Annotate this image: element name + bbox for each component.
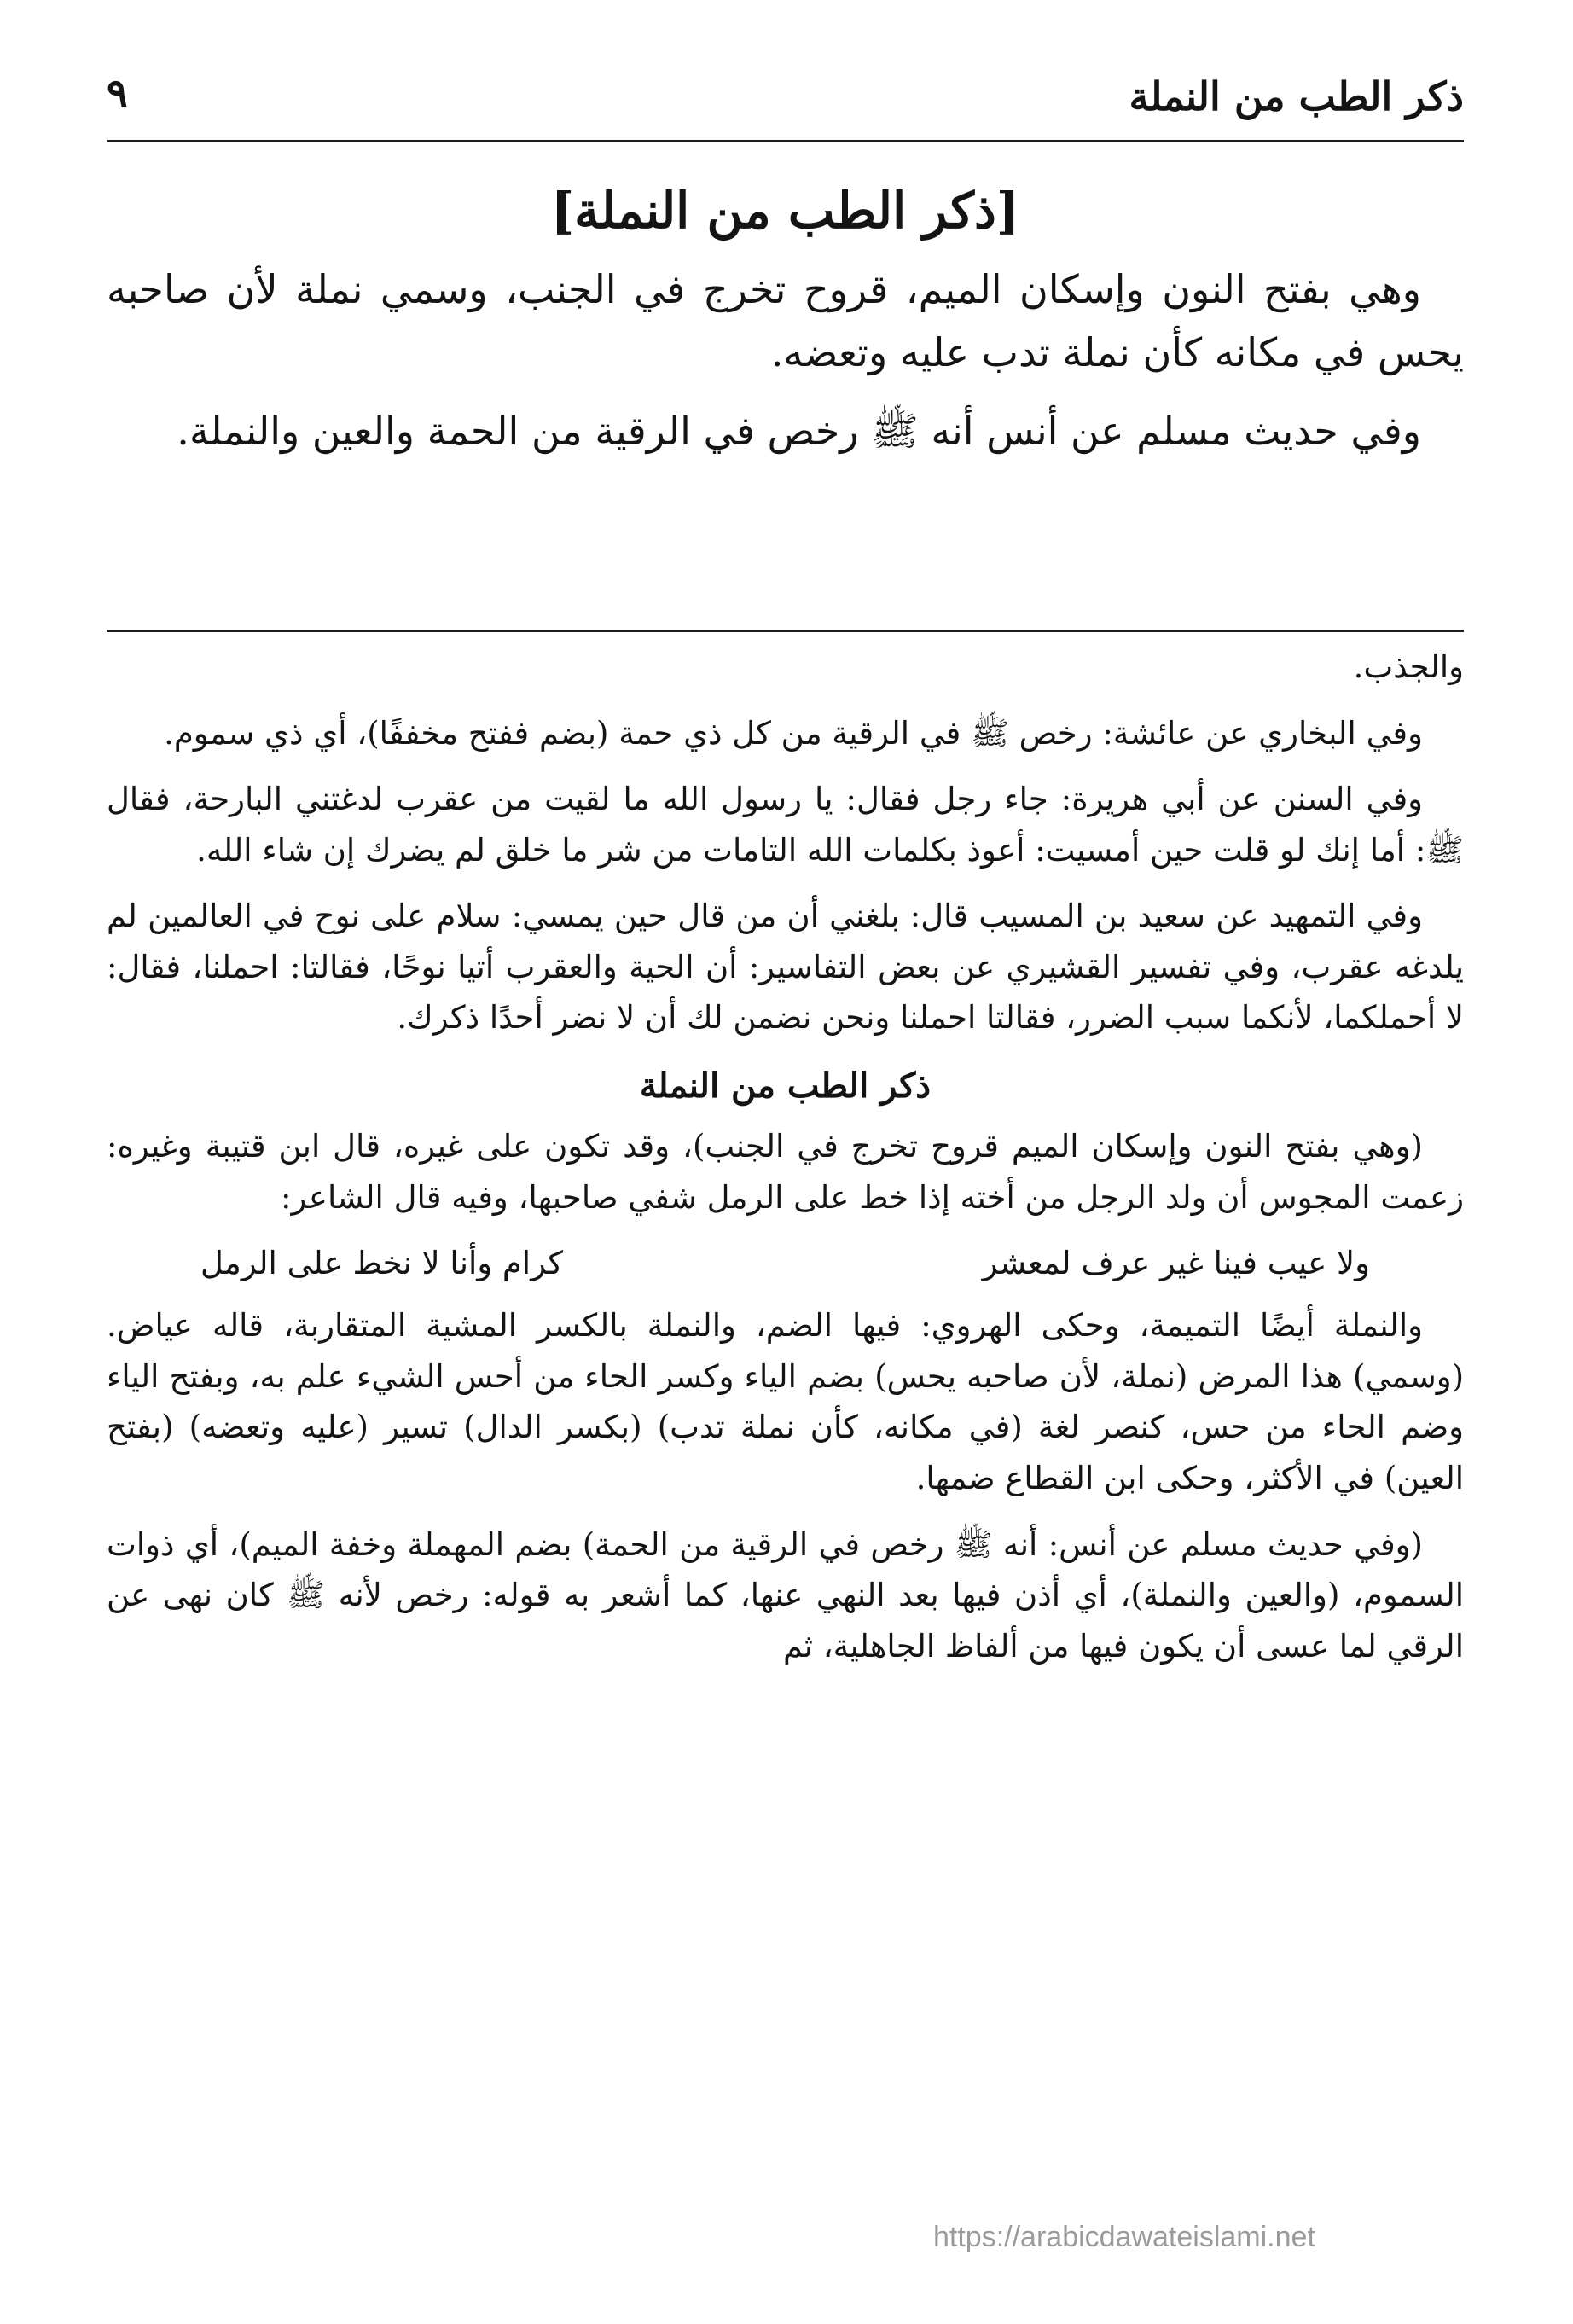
verse-first-hemistich: ولا عيب فينا غير عرف لمعشر xyxy=(982,1245,1370,1282)
main-text-section xyxy=(107,179,1464,478)
commentary-paragraph: وفي البخاري عن عائشة: رخص ﷺ في الرقية من كل ذي حمة (بضم ففتح مخففًا)، أي ذي سموم. xyxy=(164,714,1423,752)
commentary-paragraph: والجذب. xyxy=(1353,648,1464,685)
main-text-paragraph: وفي حديث مسلم عن أنس أنه ﷺ رخص في الرقية من الحمة والعين والنملة. xyxy=(177,407,1421,454)
commentary-paragraph: (وهي بفتح النون وإسكان الميم قروح تخرج في الجنب)، وقد تكون على غيره، قال ابن قتيبة وغيره: زعمت المجوس أن ولد الرجل من أخته إذا خط على الرمل شفي صاحبها، وفيه قال الشاعر: xyxy=(107,1127,1464,1216)
page-header xyxy=(107,67,1464,142)
running-title: ذكر الطب من النملة xyxy=(1129,73,1464,119)
poetry-verse xyxy=(107,1238,1464,1288)
section-divider xyxy=(107,630,1464,632)
website-watermark: https://arabicdawateislami.net xyxy=(933,2221,1315,2253)
commentary-paragraph: والنملة أيضًا التميمة، وحكى الهروي: فيها الضم، والنملة بالكسر المشية المتقاربة، قاله عياض. (وسمي) هذا المرض (نملة، لأن صاحبه يحس) بضم الياء وكسر الحاء من أحس الشيء علم به، وبفتح الياء وضم الحاء من حس، كنصر لغة (في مكانه، كأن نملة تدب) (بكسر الدال) تسير (عليه وتعضه) (بفتح العين) في الأكثر، وحكى ابن القطاع ضمها. xyxy=(107,1307,1464,1496)
verse-second-hemistich: كرام وأنا لا نخط على الرمل xyxy=(200,1245,564,1282)
commentary-section xyxy=(107,642,1464,1687)
commentary-paragraph: وفي التمهيد عن سعيد بن المسيب قال: بلغني أن من قال حين يمسي: سلام على نوح في العالمين لم يلدغه عقرب، وفي تفسير القشيري عن بعض التفاسير: أن الحية والعقرب أتيا نوحًا، فقالتا: احملنا، فقال: لا أحملكما، لأنكما سبب الضرر، فقالتا احملنا ونحن نضمن لك أن لا نضر أحدًا ذكرك. xyxy=(107,898,1464,1037)
page-number: ٩ xyxy=(107,70,128,116)
main-text-title: [ذكر الطب من النملة] xyxy=(550,182,1020,240)
commentary-paragraph: وفي السنن عن أبي هريرة: جاء رجل فقال: يا رسول الله ما لقيت من عقرب لدغتني البارحة، فقال ﷺ: أما إنك لو قلت حين أمسيت: أعوذ بكلمات الله التامات من شر ما خلق لم يضرك إن شاء الله. xyxy=(107,781,1464,869)
commentary-paragraph: (وفي حديث مسلم عن أنس: أنه ﷺ رخص في الرقية من الحمة) بضم المهملة وخفة الميم)، أي ذوات السموم، (والعين والنملة)، أي أذن فيها بعد النهي عنها، كما أشعر به قوله: رخص لأنه ﷺ كان نهى عن الرقي لما عسى أن يكون فيها من ألفاظ الجاهلية، ثم xyxy=(107,1525,1464,1665)
commentary-heading: ذكر الطب من النملة xyxy=(639,1065,932,1106)
main-text-paragraph: وهي بفتح النون وإسكان الميم، قروح تخرج في الجنب، وسمي نملة لأن صاحبه يحس في مكانه كأن نملة تدب عليه وتعضه. xyxy=(107,266,1464,375)
